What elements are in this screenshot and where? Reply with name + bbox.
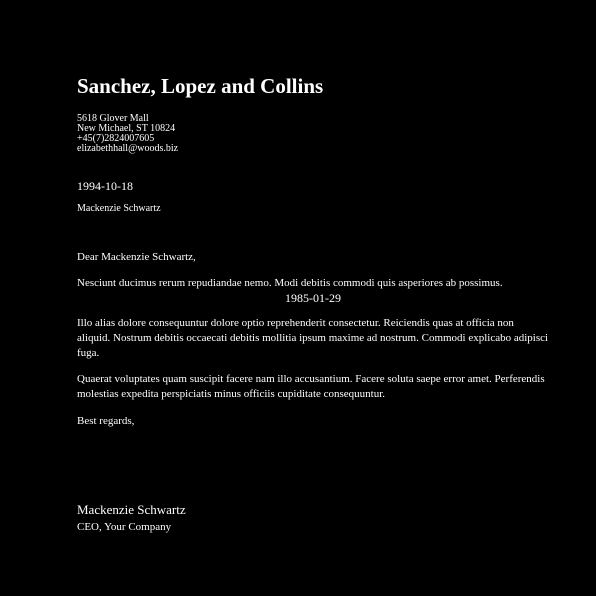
address-street: 5618 Glover Mall xyxy=(77,113,149,124)
letter-date: 1994-10-18 xyxy=(77,179,133,193)
recipient-name: Mackenzie Schwartz xyxy=(77,203,161,214)
company-name: Sanchez, Lopez and Collins xyxy=(77,74,324,98)
closing: Best regards, xyxy=(77,415,135,427)
signature-title: CEO, Your Company xyxy=(77,521,172,533)
sender-address-block xyxy=(77,114,178,154)
paragraph-3: Quaerat voluptates quam suscipit facere nam illo accusantium. Facere soluta saepe error amet. Perferendis molestias expedita perspiciatis minus officiis cupiditate consequuntur. xyxy=(77,373,545,400)
salutation: Dear Mackenzie Schwartz, xyxy=(77,251,196,263)
inline-date: 1985-01-29 xyxy=(285,291,341,305)
paragraph-2: Illo alias dolore consequuntur dolore optio reprehenderit consectetur. Reiciendis quas at officia non aliquid. Nostrum debitis occaecati debitis mollitia ipsum maxime ad nostrum. Commodi explicabo adipisci fuga. xyxy=(77,317,549,359)
paragraph-1: Nesciunt ducimus rerum repudiandae nemo. Modi debitis commodi quis asperiores ab possimus. xyxy=(77,277,503,289)
sender-email: elizabethhall@woods.biz xyxy=(77,143,179,154)
signature-name: Mackenzie Schwartz xyxy=(77,502,186,517)
address-city: New Michael, ST 10824 xyxy=(77,123,176,134)
sender-phone: +45(7)2824007605 xyxy=(77,133,155,144)
